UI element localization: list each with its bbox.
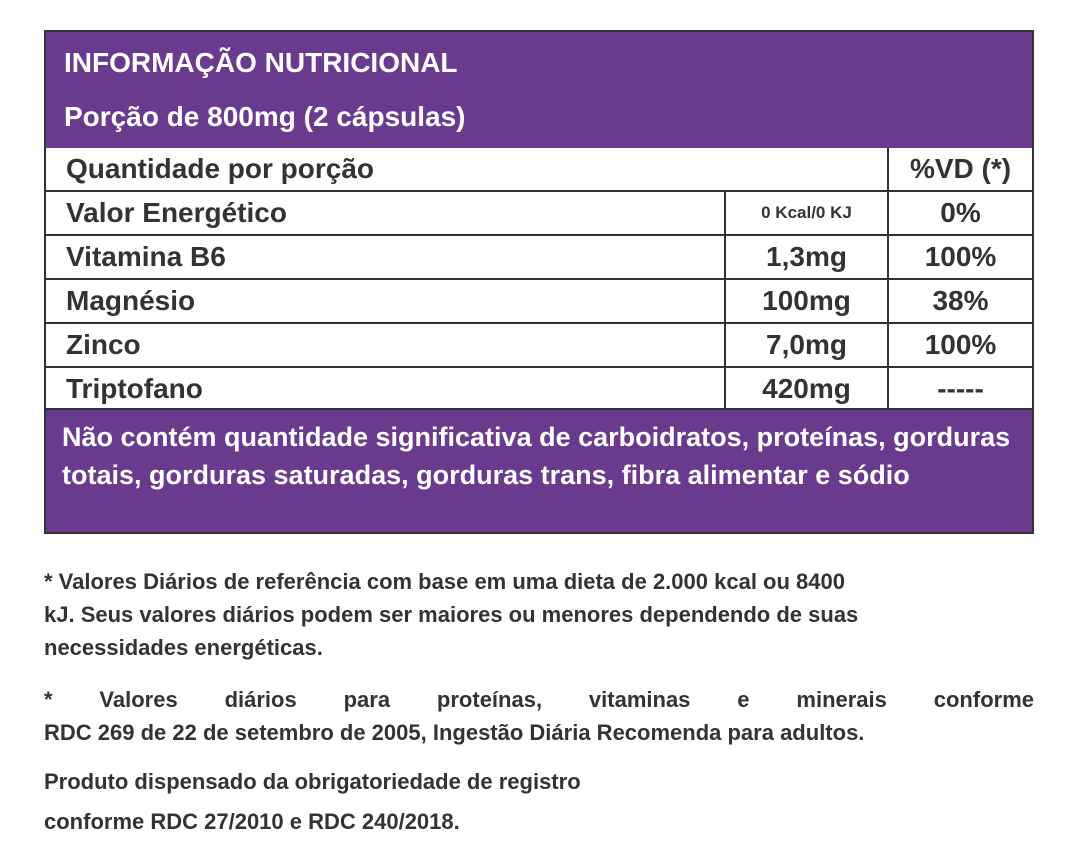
nutrient-vd: 38%	[887, 280, 1032, 322]
portion-size: Porção de 800mg (2 cápsulas)	[64, 101, 466, 132]
nutrition-header	[46, 32, 1032, 148]
nutrient-name: Triptofano	[66, 373, 203, 404]
nutrient-amount: 1,3mg	[724, 236, 887, 278]
table-header-row	[46, 148, 1032, 190]
nutrient-amount: 100mg	[724, 280, 887, 322]
registration-line-2: conforme RDC 27/2010 e RDC 240/2018.	[44, 809, 460, 834]
nutrition-table	[46, 148, 1032, 410]
column-header-vd: %VD (*)	[887, 148, 1032, 190]
table-row	[46, 190, 1032, 234]
nutrient-vd: 0%	[887, 192, 1032, 234]
nutrient-amount: 7,0mg	[724, 324, 887, 366]
not-significant-note: Não contém quantidade significativa de carboidratos, proteínas, gorduras totais, gorduras saturadas, gorduras trans, fibra alimentar e sódio	[46, 408, 1032, 532]
daily-values-footnote: * Valores Diários de referência com base em uma dieta de 2.000 kcal ou 8400 kJ. Seus valores diários podem ser maiores ou menores dependendo de suas necessidades energéticas.	[44, 569, 859, 660]
registration-exemption-note	[44, 762, 744, 842]
nutrient-vd: 100%	[887, 324, 1032, 366]
nutrient-name: Valor Energético	[66, 197, 287, 228]
nutrient-amount: 0 Kcal/0 KJ	[724, 192, 887, 234]
nutrient-name: Magnésio	[66, 285, 196, 316]
nutrient-name: Vitamina B6	[66, 241, 226, 272]
rdc-269-line-1: * Valores diários para proteínas, vitaminas e minerais conforme	[44, 687, 1034, 712]
nutrition-facts-panel	[44, 30, 1034, 534]
nutrient-amount: 420mg	[724, 368, 887, 410]
registration-line-1: Produto dispensado da obrigatoriedade de registro	[44, 769, 581, 794]
nutrient-vd: -----	[887, 368, 1032, 410]
rdc-269-footnote	[44, 683, 1034, 749]
rdc-269-line-2: RDC 269 de 22 de setembro de 2005, Ingestão Diária Recomenda para adultos.	[44, 720, 865, 745]
nutrient-vd: 100%	[887, 236, 1032, 278]
table-row	[46, 278, 1032, 322]
nutrition-title: INFORMAÇÃO NUTRICIONAL	[64, 47, 458, 78]
table-row	[46, 234, 1032, 278]
column-header-quantity: Quantidade por porção	[66, 153, 375, 184]
table-row	[46, 322, 1032, 366]
nutrient-name: Zinco	[66, 329, 141, 360]
table-row	[46, 366, 1032, 410]
